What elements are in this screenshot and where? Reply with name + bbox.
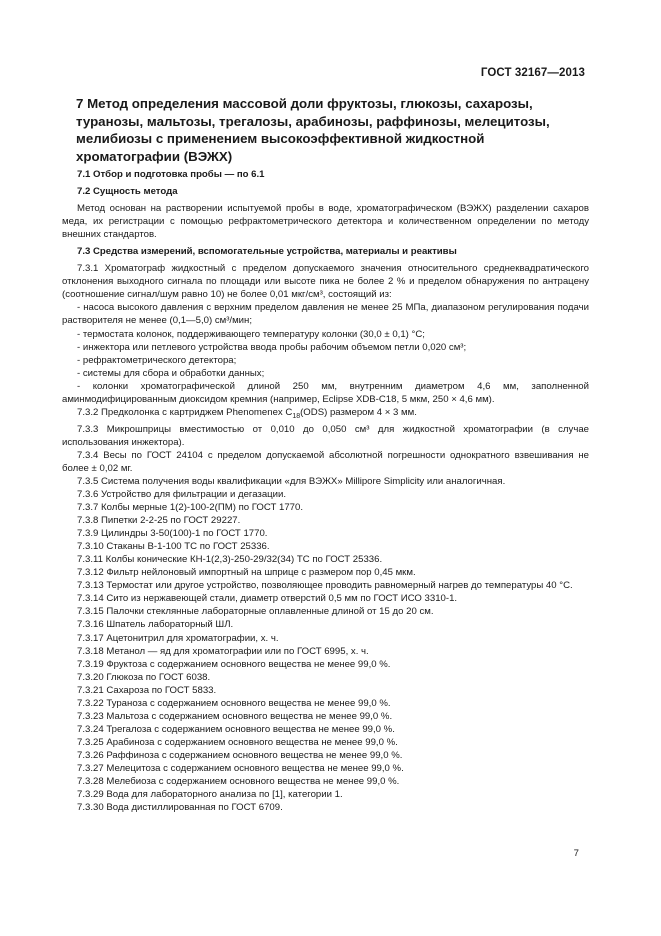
list-paragraph: 7.3.12 Фильтр нейлоновый импортный на шприце с размером пор 0,45 мкм. <box>77 567 416 579</box>
list-paragraph: 7.3.29 Вода для лабораторного анализа по [1], категории 1. <box>77 789 343 801</box>
list-paragraph: 7.3.4 Весы по ГОСТ 24104 с пределом допускаемой абсолютной погрешности однократного взвешивания не более ± 0,02 мг. <box>62 449 589 474</box>
standard-code-header: ГОСТ 32167—2013 <box>480 67 585 79</box>
paragraph-7-3-2-text-before: 7.3.2 Предколонка с картриджем Phenomenex C <box>77 406 293 418</box>
chromatograph-component: - рефрактометрического детектора; <box>77 354 237 366</box>
list-paragraph: 7.3.30 Вода дистиллированная по ГОСТ 6709. <box>77 802 283 814</box>
list-paragraph: 7.3.17 Ацетонитрил для хроматографии, х. ч. <box>77 632 279 644</box>
list-paragraph: 7.3.27 Мелецитоза с содержанием основного вещества не менее 99,0 %. <box>77 762 404 774</box>
list-paragraph: 7.3.16 Шпатель лабораторный ШЛ. <box>77 619 234 631</box>
list-paragraph: 7.3.6 Устройство для фильтрации и дегазации. <box>77 488 287 500</box>
list-paragraph: 7.3.26 Раффиноза с содержанием основного вещества не менее 99,0 %. <box>77 749 403 761</box>
list-paragraph: 7.3.11 Колбы конические КН-1(2,3)-250-29/32(34) ТС по ГОСТ 25336. <box>77 554 383 566</box>
chromatograph-component: - термостата колонок, поддерживающего температуру колонки (30,0 ± 0,1) °С; <box>77 328 425 340</box>
list-paragraph: 7.3.20 Глюкоза по ГОСТ 6038. <box>77 671 211 683</box>
subsection-7-2-heading: 7.2 Сущность метода <box>77 186 178 198</box>
paragraph-7-3-2 <box>62 406 589 423</box>
subsection-7-2-text: Метод основан на растворении испытуемой пробы в воде, хроматографическом (ВЭЖХ) разделении сахаров меда, их регистрации с помощью рефрактометрического детектора и количественном определении по методу внешних стандартов. <box>62 203 589 241</box>
list-paragraph: 7.3.5 Система получения воды квалификации «для ВЭЖХ» Millipore Simplicity или аналогичная. <box>77 475 506 487</box>
list-paragraph: 7.3.21 Сахароза по ГОСТ 5833. <box>77 684 217 696</box>
list-paragraph: 7.3.22 Туранозa с содержанием основного вещества не менее 99,0 %. <box>77 697 391 709</box>
page-number: 7 <box>573 848 579 859</box>
paragraph-7-3-1: 7.3.1 Хроматограф жидкостный с пределом допускаемого значения относительного среднеквадратического отклонения выходного сигнала по площади или высоте пика не более 2 % и пределом обнаружения по антрацену (соотношение сигнал/шум равно 10) не более 0,01 мкг/см³, состоящий из: <box>62 263 589 301</box>
list-paragraph: 7.3.23 Мальтоза с содержанием основного вещества не менее 99,0 %. <box>77 710 393 722</box>
paragraph-7-3-2-text-after: (ODS) размером 4 × 3 мм. <box>300 406 417 418</box>
list-paragraph: 7.3.8 Пипетки 2-2-25 по ГОСТ 29227. <box>77 515 241 527</box>
list-paragraph: 7.3.14 Сито из нержавеющей стали, диаметр отверстий 0,5 мм по ГОСТ ИСО 3310-1. <box>77 593 458 605</box>
list-paragraph: 7.3.25 Арабиноза с содержанием основного вещества не менее 99,0 %. <box>77 736 398 748</box>
chromatograph-component: - колонки хроматографической длиной 250 мм, внутренним диаметром 4,6 мм, заполненной аминмодифицированным диоксидом кремния (например, Eclipse XDB-C18, 5 мкм, 250 × 4,6 мм). <box>62 380 589 405</box>
list-paragraph: 7.3.18 Метанол — яд для хроматографии или по ГОСТ 6995, х. ч. <box>77 645 369 657</box>
list-paragraph: 7.3.13 Термостат или другое устройство, позволяющее проводить равномерный нагрев до температуры 40 °С. <box>77 580 573 592</box>
list-paragraph: 7.3.9 Цилиндры 3-50(100)-1 по ГОСТ 1770. <box>77 528 268 540</box>
subsection-7-1-heading: 7.1 Отбор и подготовка пробы — по 6.1 <box>77 169 265 180</box>
list-paragraph: 7.3.19 Фруктоза с содержанием основного вещества не менее 99,0 %. <box>77 658 391 670</box>
list-paragraph: 7.3.24 Трегалоза с содержанием основного вещества не менее 99,0 %. <box>77 723 395 735</box>
chromatograph-component: - системы для сбора и обработки данных; <box>77 367 265 379</box>
list-paragraph: 7.3.10 Стаканы В-1-100 ТС по ГОСТ 25336. <box>77 541 270 553</box>
chromatograph-component: - насоса высокого давления с верхним пределом давления не менее 25 МПа, диапазоном регулирования подачи растворителя не менее (0,1—5,0) см³/мин; <box>62 302 589 327</box>
paragraph-7-3-2-subscript: 18 <box>292 412 301 420</box>
chromatograph-component: - инжектора или петлевого устройства ввода пробы рабочим объемом петли 0,020 см³; <box>77 341 467 353</box>
list-paragraph: 7.3.28 Мелебиоза с содержанием основного вещества не менее 99,0 %. <box>77 776 400 788</box>
list-paragraph: 7.3.3 Микрошприцы вместимостью от 0,010 до 0,050 см³ для жидкостной хроматографии (в случае использования инжектора). <box>62 423 589 448</box>
list-paragraph: 7.3.15 Палочки стеклянные лабораторные оплавленные длиной от 15 до 20 см. <box>77 606 434 618</box>
section-title: 7 Метод определения массовой доли фруктозы, глюкозы, сахарозы, туранозы, мальтозы, трегалозы, арабинозы, раффинозы, мелецитозы, мелибиозы с применением высокоэффективной жидкостной хроматографии (ВЭЖХ) <box>76 96 550 164</box>
document-body <box>62 168 589 814</box>
subsection-7-3-heading: 7.3 Средства измерений, вспомогательные устройства, материалы и реактивы <box>77 246 457 258</box>
list-paragraph: 7.3.7 Колбы мерные 1(2)-100-2(ПМ) по ГОСТ 1770. <box>77 502 304 514</box>
